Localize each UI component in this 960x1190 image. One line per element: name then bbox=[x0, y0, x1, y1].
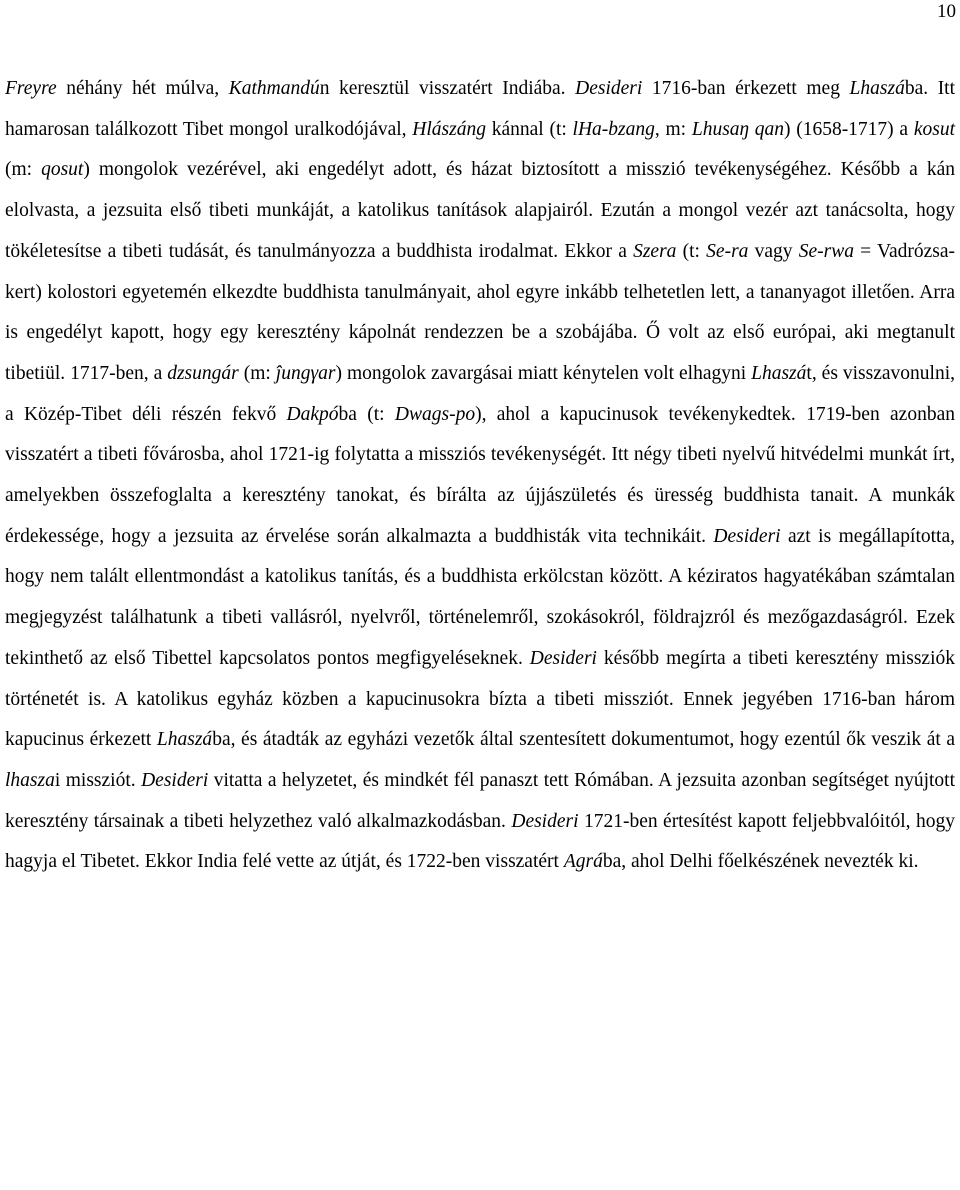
italic-term: Lhaszá bbox=[849, 78, 905, 99]
text-run: ba, ahol Delhi főelkészének nevezték ki. bbox=[602, 851, 919, 873]
italic-term: Desideri bbox=[575, 78, 643, 99]
italic-term: Lhaszá bbox=[156, 729, 213, 751]
text-run: (m: bbox=[5, 159, 42, 181]
italic-term: Dwags-po bbox=[394, 403, 476, 425]
italic-term: kosut bbox=[913, 118, 955, 140]
text-run: (t: bbox=[676, 240, 707, 262]
text-run: ba. Itt hamarosan találkozott Tibet mongol uralkodójával, bbox=[5, 78, 956, 140]
text-run: azt is megállapította, hogy nem talált ellentmondást a katolikus tanítás, és a buddhista erkölcstan között. A kéziratos hagyatékában számtalan megjegyzést találhatunk a tibeti vallásról, nyelvről, történelemről, szokásokról, földrajzról és mezőgazdaságról. Ezek tekinthető az első Tibettel kapcsolatos pontos megfigyeléseknek. bbox=[5, 525, 955, 669]
text-run: ), ahol a kapucinusok tevékenykedtek. 1719-ben azonban visszatért a tibeti fővárosba, ahol 1721-ig folytatta a missziós tevékenységét. Itt négy tibeti nyelvű hitvédelmi munkát írt, amelyekben összefoglalta a keresztény tanokat, és bírálta az újjászületés és üresség buddhista tanait. A munkák érdekessége, hogy a jezsuita az érvelése során alkalmazta a buddhisták vita technikáit. bbox=[5, 403, 955, 547]
text-run: ) (1658-1717) a bbox=[783, 118, 914, 140]
italic-term: Desideri bbox=[529, 647, 597, 669]
text-run: , m: bbox=[654, 118, 692, 140]
text-run: 1721-ben értesítést kapott feljebbvalóitól, hogy hagyja el Tibetet. Ekkor India felé vette az útját, és 1722-ben visszatért bbox=[5, 810, 955, 873]
text-run: ) mongolok vezérével, aki engedélyt adott, és házat biztosított a misszió tevékenységéhez. Később a kán elolvasta, a jezsuita első tibeti munkáját, a katolikus tanítások alapjairól. Ezután a mongol vezér azt tanácsolta, hogy tökéletesítse a tibeti tudását, és tanulmányozza a buddhista irodalmat. Ekkor a bbox=[5, 159, 955, 262]
italic-term: Dakpó bbox=[286, 403, 339, 425]
text-run: vitatta a helyzetet, és mindkét fél panaszt tett Rómában. A jezsuita azonban segítséget nyújtott keresztény társainak a tibeti helyzethez való alkalmazkodásban. bbox=[5, 769, 955, 832]
text-run: i missziót. bbox=[54, 769, 142, 791]
italic-term: qosut bbox=[41, 159, 84, 181]
italic-term: Hlászáng bbox=[412, 118, 486, 140]
italic-term: Se-rwa bbox=[798, 240, 854, 262]
text-run: kánnal (t: bbox=[485, 118, 573, 140]
text-run: = Vadrózsa-kert) kolostori egyetemén elkezdte buddhista tanulmányait, ahol egyre inkább telhetetlen lett, a tananyagot illetően. Arra is engedélyt kapott, hogy egy keresztény kápolnát rendezzen be a szobájába. Ő volt az első európai, aki megtanult tibetiül. 1717-ben, a bbox=[5, 240, 955, 384]
italic-term: Agrá bbox=[563, 851, 603, 873]
italic-term: Lhaszá bbox=[751, 362, 807, 384]
italic-term: Lhusaŋ qan bbox=[691, 118, 784, 140]
text-run: ba, és átadták az egyházi vezetők által szentesített dokumentumot, hogy ezentúl ők veszik át a bbox=[212, 729, 955, 751]
italic-term: Kathmandú bbox=[228, 78, 320, 99]
text-run: vagy bbox=[748, 240, 799, 262]
text-run: később megírta a tibeti keresztény missziók történetét is. A katolikus egyház közben a kapucinusokra bízta a tibeti missziót. Ennek jegyében 1716-ban három kapucinus érkezett bbox=[5, 647, 955, 751]
italic-term: lhasza bbox=[5, 769, 55, 791]
text-run: ba (t: bbox=[338, 403, 395, 425]
italic-term: ĵungγar bbox=[275, 362, 336, 384]
italic-term: Se-ra bbox=[706, 240, 749, 262]
italic-term: Freyre bbox=[5, 78, 57, 99]
page-number: 10 bbox=[937, 1, 956, 22]
italic-term: Desideri bbox=[141, 769, 209, 791]
text-run: néhány hét múlva, bbox=[56, 78, 229, 99]
body-paragraph bbox=[5, 69, 955, 883]
italic-term: lHa-bzang bbox=[572, 118, 655, 140]
text-run: n keresztül visszatért Indiába. bbox=[319, 78, 576, 99]
text-run: ) mongolok zavargásai miatt kénytelen volt elhagyni bbox=[335, 362, 752, 384]
text-run: (m: bbox=[238, 362, 276, 384]
italic-term: dzsungár bbox=[167, 362, 239, 384]
text-run: 1716-ban érkezett meg bbox=[642, 78, 850, 99]
italic-term: Desideri bbox=[713, 525, 781, 547]
italic-term: Szera bbox=[633, 240, 677, 262]
text-run: t, és visszavonulni, a Közép-Tibet déli részén fekvő bbox=[5, 362, 955, 425]
italic-term: Desideri bbox=[511, 810, 579, 832]
